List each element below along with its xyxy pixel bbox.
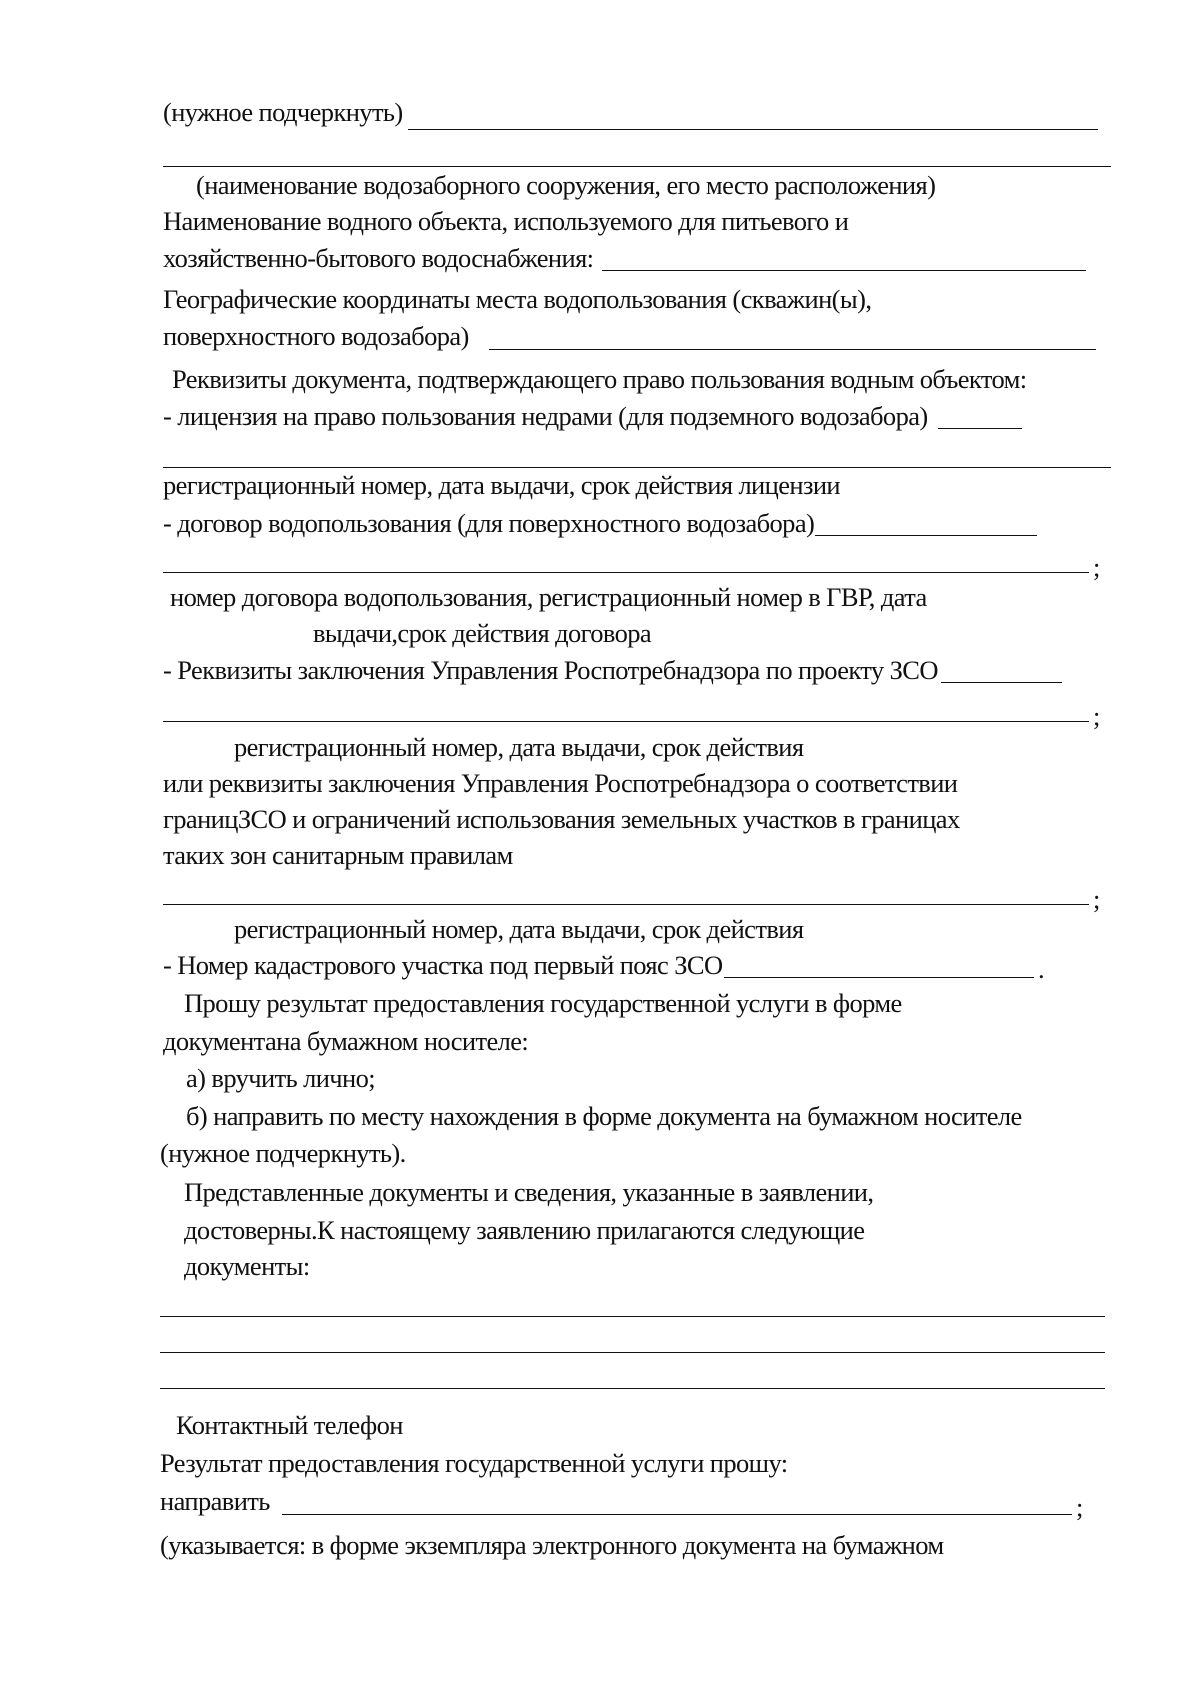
underline-note-label: (нужное подчеркнуть) (163, 97, 403, 127)
option-b[interactable]: б) направить по месту нахождения в форме документа на бумажном носителе (186, 1101, 1022, 1131)
docs-line-1: Представленные документы и сведения, указанные в заявлении, (184, 1177, 874, 1207)
indicated-note: (указывается: в форме экземпляра электронного документа на бумажном (160, 1530, 944, 1560)
contract-blank-2[interactable] (163, 572, 1089, 573)
docs-line-2: достоверны.К настоящему заявлению прилагаются следующие (184, 1215, 865, 1245)
or-line-3: таких зон санитарным правилам (163, 840, 513, 870)
option-a[interactable]: а) вручить лично; (186, 1063, 376, 1093)
docs-blank-2[interactable] (160, 1352, 1105, 1353)
contract-label: - договор водопользования (для поверхностного водозабора) (163, 508, 815, 538)
coords-label-1: Географические координаты места водопользования (скважин(ы), (163, 284, 872, 314)
result-request-label: Результат предоставления государственной услуги прошу: (160, 1448, 788, 1478)
intake-blank-line-2[interactable] (163, 166, 1111, 167)
request-line-2: документана бумажном носителе: (163, 1026, 529, 1056)
caption-contract-1: номер договора водопользования, регистрационный номер в ГВР, дата (170, 582, 927, 612)
coords-blank[interactable] (489, 349, 1096, 350)
caption-intake: (наименование водозаборного сооружения, его место расположения) (196, 170, 936, 200)
contract-blank-1[interactable] (815, 535, 1037, 536)
or-line-2: границЗСО и ограничений использования земельных участков в границах (163, 804, 960, 834)
underline-note-2: (нужное подчеркнуть). (160, 1138, 406, 1168)
cadastral-label: - Номер кадастрового участка под первый пояс ЗСО (163, 950, 723, 980)
caption-contract-2: выдачи,срок действия договора (313, 618, 652, 648)
docs-line-3: документы: (184, 1251, 310, 1281)
docs-blank-3[interactable] (160, 1388, 1105, 1389)
caption-license: регистрационный номер, дата выдачи, срок действия лицензии (163, 470, 840, 500)
rpn-label: - Реквизиты заключения Управления Роспотребнадзора по проекту ЗСО (163, 655, 938, 685)
request-line-1: Прошу результат предоставления государственной услуги в форме (184, 988, 902, 1018)
license-blank-2[interactable] (163, 467, 1111, 468)
contact-phone-label: Контактный телефон (176, 1410, 403, 1440)
intake-blank-line-1[interactable] (408, 129, 1098, 130)
water-body-label-2: хозяйственно-бытового водоснабжения: (163, 243, 594, 273)
water-body-blank[interactable] (602, 270, 1086, 271)
send-semicolon: ; (1076, 1492, 1083, 1522)
docs-blank-1[interactable] (160, 1316, 1105, 1317)
cadastral-period: . (1038, 954, 1045, 984)
or-blank[interactable] (163, 904, 1089, 905)
caption-reg-1: регистрационный номер, дата выдачи, срок действия (234, 732, 804, 762)
water-body-label-1: Наименование водного объекта, используемого для питьевого и (163, 206, 849, 236)
send-blank[interactable] (282, 1514, 1072, 1515)
rpn-blank-1[interactable] (941, 682, 1062, 683)
cadastral-blank[interactable] (724, 977, 1034, 978)
rpn-semicolon: ; (1093, 701, 1100, 731)
rights-heading: Реквизиты документа, подтверждающего право пользования водным объектом: (172, 364, 1027, 394)
or-semicolon: ; (1093, 884, 1100, 914)
rpn-blank-2[interactable] (163, 721, 1089, 722)
license-blank-1[interactable] (938, 428, 1022, 429)
caption-reg-2: регистрационный номер, дата выдачи, срок действия (234, 914, 804, 944)
license-label: - лицензия на право пользования недрами (для подземного водозабора) (163, 401, 928, 431)
or-line-1: или реквизиты заключения Управления Роспотребнадзора о соответствии (163, 768, 958, 798)
coords-label-2: поверхностного водозабора) (163, 321, 469, 351)
contract-semicolon: ; (1093, 552, 1100, 582)
send-label: направить (160, 1486, 270, 1516)
